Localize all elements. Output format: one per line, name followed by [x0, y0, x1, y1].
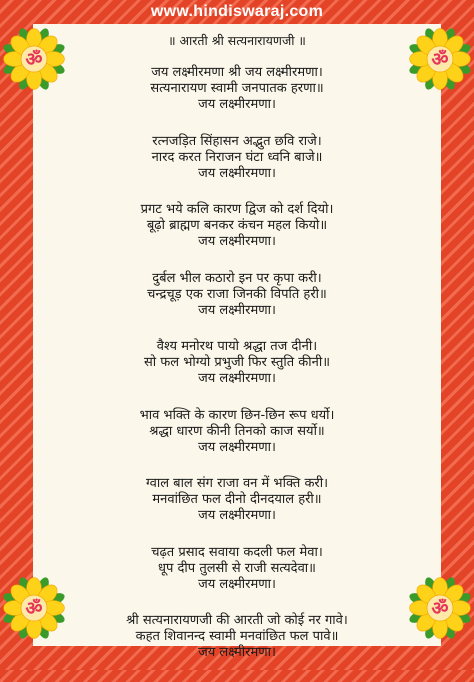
verse-line: जय लक्ष्मीरमणा श्री जय लक्ष्मीरमणा। [151, 65, 323, 80]
page-title: ॥ आरती श्री सत्यनारायणजी ॥ [168, 33, 306, 48]
verse-stanza [33, 545, 441, 593]
verse-line: बूढ़ो ब्राह्मण बनकर कंचन महल कियो॥ [146, 218, 328, 233]
svg-text:ॐ: ॐ [431, 598, 449, 620]
verse-line: नारद करत निराजन घंटा ध्वनि बाजे॥ [151, 149, 323, 165]
verse-stanza [33, 202, 441, 250]
verse-line: भाव भक्ति के कारण छिन-छिन रूप धर्यो। [139, 407, 335, 423]
verse-line: कहत शिवानन्द स्वामी मनवांछित फल पावे॥ [135, 629, 339, 644]
site-url: www.hindiswaraj.com [150, 3, 324, 20]
verse-line: दुर्बल भील कठारो इन पर कृपा करी। [152, 270, 322, 286]
verse-line: रत्नजड़ित सिंहासन अद्भुत छवि राजे। [152, 133, 322, 149]
verse-stanza [33, 408, 441, 456]
om-flower-icon [3, 577, 65, 639]
verse-refrain: जय लक्ष्मीरमणा। [198, 165, 276, 181]
verse-stanza [33, 476, 441, 524]
om-flower-icon [409, 28, 471, 90]
verse-line: श्रद्धा धारण कीनी तिनको काज सर्यो॥ [149, 423, 325, 439]
verse-refrain: जय लक्ष्मीरमणा। [198, 302, 276, 318]
verse-line: ग्वाल बाल संग राजा वन में भक्ति करी। [145, 476, 329, 491]
aarti-page [33, 24, 441, 660]
verse-refrain: जय लक्ष्मीरमणा। [198, 97, 276, 112]
verse-line: प्रगट भये कलि कारण द्विज को दर्श दियो। [140, 202, 334, 217]
verse-line: सत्यनारायण स्वामी जनपातक हरणा॥ [150, 81, 324, 96]
verse-stanza [33, 271, 441, 319]
verse-line: श्री सत्यनारायणजी की आरती जो कोई नर गावे। [126, 613, 348, 628]
verse-line: सो फल भोग्यो प्रभुजी फिर स्तुति कीनी॥ [143, 355, 331, 370]
verse-refrain: जय लक्ष्मीरमणा। [198, 439, 276, 455]
verse-line: चढ़त प्रसाद सवाया कदली फल मेवा। [151, 544, 323, 560]
verse-refrain: जय लक्ष्मीरमणा। [198, 576, 276, 592]
verse-stanza [33, 339, 441, 387]
verse-refrain: जय लक्ष्मीरमणा। [198, 234, 276, 249]
verse-stanza [33, 134, 441, 182]
verse-line: धूप दीप तुलसी से राजी सत्यदेवा॥ [158, 560, 316, 576]
verse-line: मनवांछित फल दीनो दीनदयाल हरी॥ [152, 492, 322, 507]
verse-refrain: जय लक्ष्मीरमणा। [198, 371, 276, 386]
svg-text:ॐ: ॐ [25, 598, 43, 620]
verse-stanza [33, 613, 441, 661]
verse-line: वैश्य मनोरथ पायो श्रद्धा तज दीनी। [156, 339, 318, 354]
om-flower-icon [409, 577, 471, 639]
verse-stanza [33, 65, 441, 113]
verse-refrain: जय लक्ष्मीरमणा। [198, 508, 276, 523]
verse-list [33, 65, 441, 682]
svg-text:ॐ: ॐ [431, 49, 449, 71]
verse-refrain: जय लक्ष्मीरमणा। [198, 645, 276, 660]
verse-line: चन्द्रचूड़ एक राजा जिनकी विपति हरी॥ [147, 286, 327, 302]
svg-text:ॐ: ॐ [25, 49, 43, 71]
om-flower-icon [3, 28, 65, 90]
